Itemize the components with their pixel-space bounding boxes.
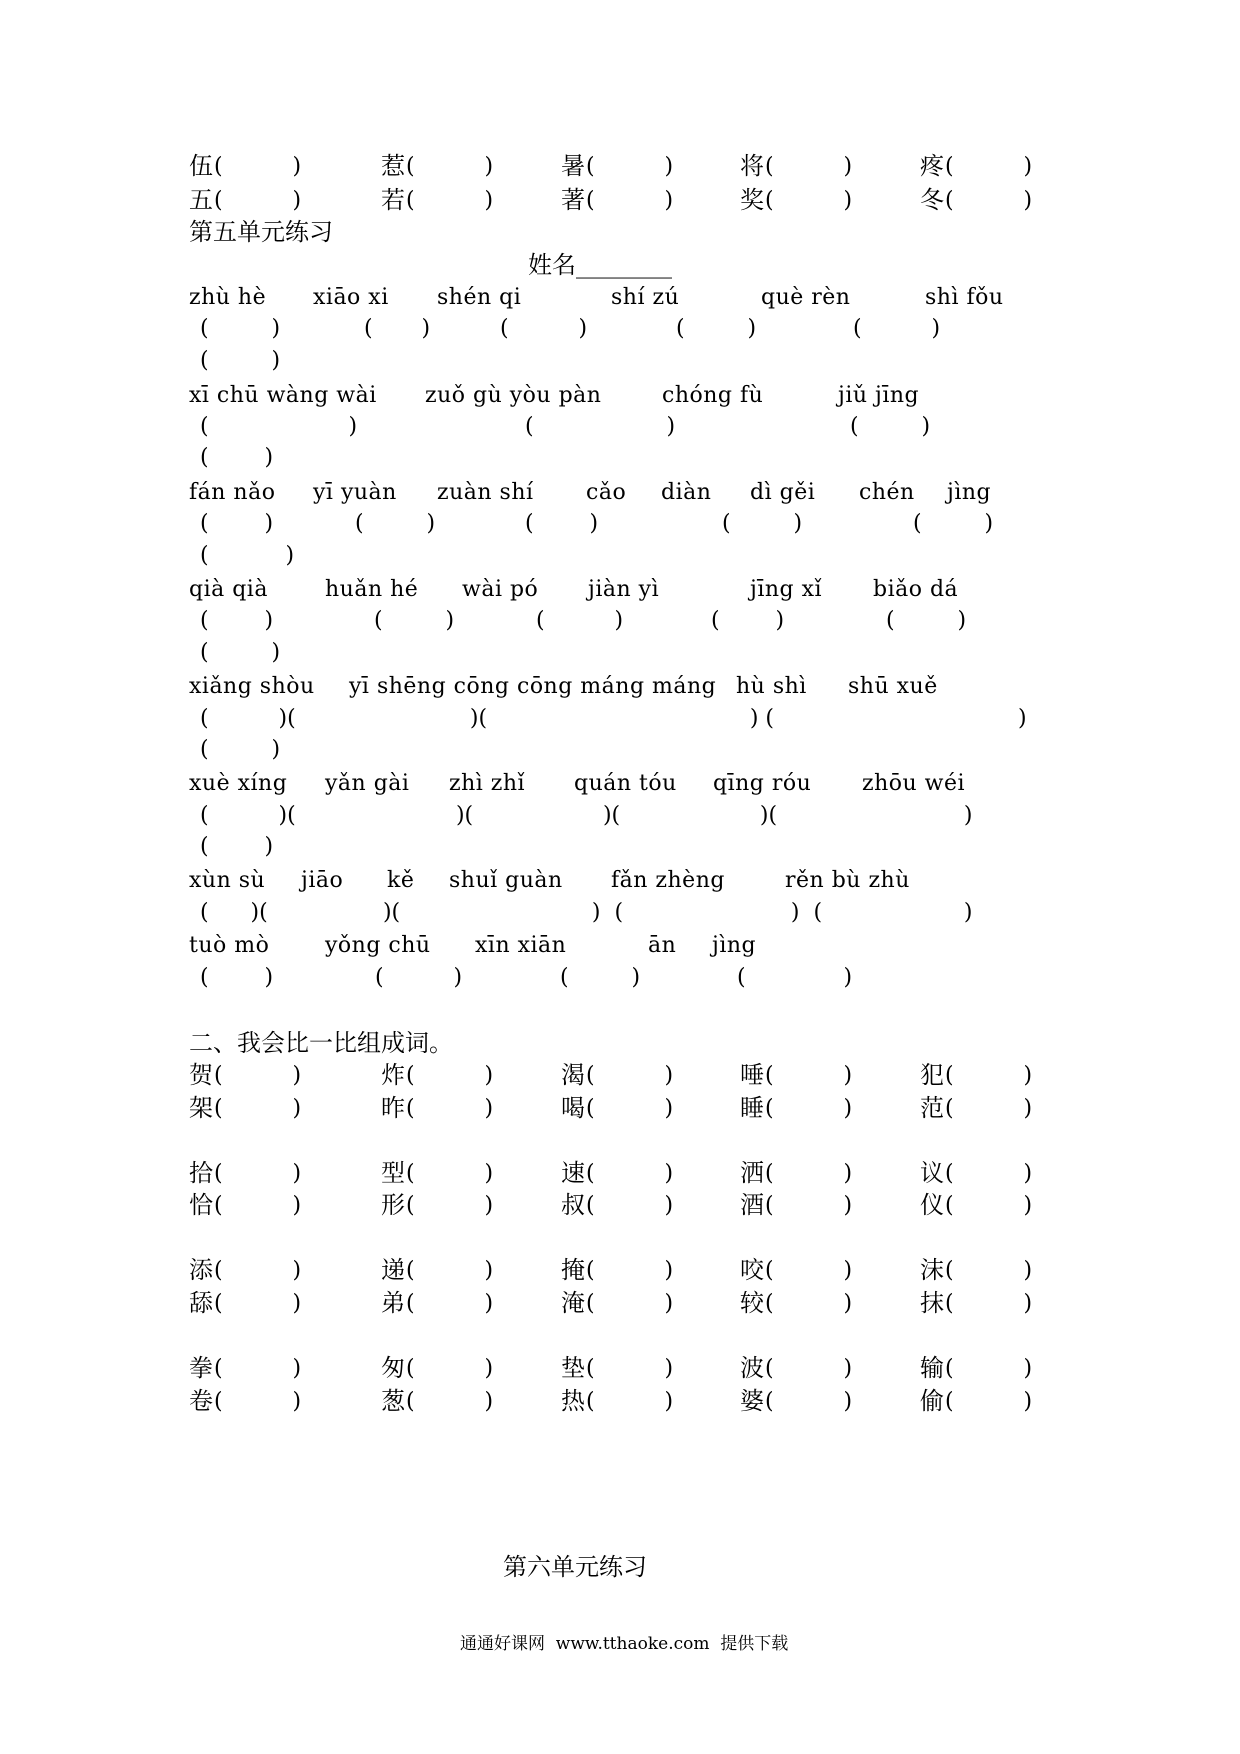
answer-blank[interactable]: ) (880, 803, 973, 828)
answer-blank[interactable]: ( ) (214, 188, 302, 213)
answer-blank[interactable]: ) ( (700, 900, 823, 925)
answer-blank[interactable]: )( (690, 803, 778, 828)
answer-blank[interactable]: ( ) (586, 1356, 674, 1381)
answer-blank[interactable]: ( )( (200, 706, 296, 731)
pinyin-word: zuàn shí (437, 480, 534, 505)
char: 弟 (381, 1289, 405, 1317)
char: 卷 (189, 1387, 213, 1415)
answer-blank[interactable]: ( ) (586, 1161, 674, 1186)
answer-blank[interactable]: ( ) (406, 1096, 494, 1121)
answer-blank[interactable]: ( ) (200, 608, 274, 633)
char: 拳 (189, 1354, 213, 1382)
answer-blank[interactable]: ( ) (945, 1258, 1033, 1283)
pinyin-word: qīng róu (713, 771, 812, 796)
pinyin-word: quán tóu (574, 771, 677, 796)
char: 喝 (561, 1094, 585, 1122)
pinyin-word: xīn xiān (475, 933, 567, 958)
char: 添 (189, 1256, 213, 1284)
section2-title: 二、我会比一比组成词。 (189, 1029, 453, 1057)
answer-blank[interactable]: ( ) (945, 1291, 1033, 1316)
answer-blank[interactable]: ( ) (214, 1063, 302, 1088)
pinyin-word: ān (648, 933, 677, 958)
pinyin-word: yǎn gài (325, 771, 410, 796)
unit5-title: 第五单元练习 (189, 218, 333, 246)
answer-blank[interactable]: ( ) (765, 1291, 853, 1316)
char: 疼 (920, 152, 944, 180)
char: 洒 (740, 1159, 764, 1187)
char: 将 (740, 152, 764, 180)
char: 著 (561, 186, 585, 214)
pinyin-word: jìng (947, 480, 992, 505)
answer-blank[interactable]: ( ) (722, 511, 803, 536)
answer-blank[interactable]: ( ) (737, 965, 853, 990)
pinyin-word: fán nǎo (189, 480, 276, 505)
char: 渴 (561, 1061, 585, 1089)
pinyin-word: hù shì (736, 674, 807, 699)
pinyin-word: xiǎng shòu (189, 674, 315, 699)
char: 淹 (561, 1289, 585, 1317)
answer-blank[interactable]: ( ) (945, 154, 1033, 179)
answer-blank[interactable]: ( ) (214, 1193, 302, 1218)
char: 递 (381, 1256, 405, 1284)
pinyin-word: shuǐ guàn (449, 868, 563, 893)
answer-blank[interactable]: ( ) (406, 1389, 494, 1414)
answer-blank[interactable]: ( ) (586, 1291, 674, 1316)
char: 掩 (561, 1256, 585, 1284)
answer-blank[interactable]: ( ) (886, 608, 967, 633)
answer-blank[interactable]: ( ) (945, 1193, 1033, 1218)
answer-blank[interactable]: ( ) (586, 1389, 674, 1414)
char: 伍 (189, 152, 213, 180)
answer-blank[interactable]: ( ) (586, 1193, 674, 1218)
pinyin-word: qià qià (189, 577, 268, 602)
char: 偷 (920, 1387, 944, 1415)
answer-blank[interactable]: ( ) (945, 1356, 1033, 1381)
answer-blank[interactable]: ( ) (200, 316, 281, 341)
char: 形 (381, 1191, 405, 1219)
answer-blank[interactable]: ( ) (586, 1258, 674, 1283)
pinyin-word: shì fǒu (925, 285, 1004, 310)
pinyin-word: shí zú (611, 285, 680, 310)
char: 犯 (920, 1061, 944, 1089)
pinyin-word: kě (387, 868, 415, 893)
char: 惹 (381, 152, 405, 180)
char: 昨 (381, 1094, 405, 1122)
answer-blank[interactable]: ( ) (406, 1356, 494, 1381)
answer-blank[interactable]: ( ) (765, 154, 853, 179)
char: 速 (561, 1159, 585, 1187)
footer-credit: 通通好课网 www.tthaoke.com 提供下载 (460, 1634, 789, 1654)
answer-blank[interactable]: ( ) (200, 737, 281, 762)
answer-blank[interactable]: ( ) (536, 608, 624, 633)
char: 婆 (740, 1387, 764, 1415)
pinyin-word: cǎo (586, 480, 627, 505)
answer-blank[interactable]: ( ) (765, 1389, 853, 1414)
answer-blank[interactable]: ( ) (214, 1356, 302, 1381)
pinyin-word: fǎn zhèng (611, 868, 725, 893)
answer-blank[interactable]: ( ) (765, 1356, 853, 1381)
char: 范 (920, 1094, 944, 1122)
answer-blank[interactable]: ) ( (480, 900, 624, 925)
answer-blank[interactable]: ( )( (200, 803, 296, 828)
char: 议 (920, 1159, 944, 1187)
char: 架 (189, 1094, 213, 1122)
answer-blank[interactable]: )( (320, 900, 401, 925)
answer-blank[interactable]: )( (400, 706, 488, 731)
pinyin-word: zhōu wéi (862, 771, 966, 796)
answer-blank[interactable]: ( ) (945, 1389, 1033, 1414)
answer-blank[interactable]: ) (990, 706, 1027, 731)
pinyin-word: jīng xǐ (750, 577, 823, 602)
answer-blank[interactable]: ( ) (406, 154, 494, 179)
char: 输 (920, 1354, 944, 1382)
answer-blank[interactable]: ( ) (214, 1096, 302, 1121)
unit6-title: 第六单元练习 (503, 1553, 647, 1581)
answer-blank[interactable]: ( ) (945, 1063, 1033, 1088)
pinyin-word: xī chū wàng wài (189, 383, 377, 408)
char: 仪 (920, 1191, 944, 1219)
pinyin-word: què rèn (761, 285, 851, 310)
answer-blank[interactable]: ( ) (200, 640, 281, 665)
answer-blank[interactable]: ( ) (406, 1161, 494, 1186)
answer-blank[interactable]: ( ) (945, 188, 1033, 213)
answer-blank[interactable]: ( ) (525, 511, 599, 536)
pinyin-word: yī shēng cōng cōng máng máng (349, 674, 717, 699)
answer-blank[interactable]: ( ) (586, 1096, 674, 1121)
answer-blank[interactable]: ( ) (525, 414, 676, 439)
answer-blank[interactable]: ( ) (374, 608, 455, 633)
answer-blank[interactable]: ( ) (214, 1258, 302, 1283)
answer-blank[interactable]: ( ) (200, 511, 274, 536)
answer-blank[interactable]: ( ) (214, 1389, 302, 1414)
pinyin-word: zuǒ gù yòu pàn (425, 383, 602, 408)
answer-blank[interactable]: ( ) (853, 316, 941, 341)
char: 舔 (189, 1289, 213, 1317)
char: 恰 (189, 1191, 213, 1219)
char: 贺 (189, 1061, 213, 1089)
char: 抹 (920, 1289, 944, 1317)
char: 咬 (740, 1256, 764, 1284)
answer-blank[interactable]: ( ) (586, 1063, 674, 1088)
answer-blank[interactable]: ( ) (364, 316, 431, 341)
char: 若 (381, 186, 405, 214)
char: 垫 (561, 1354, 585, 1382)
pinyin-word: shén qi (437, 285, 522, 310)
answer-blank[interactable]: ( ) (406, 1291, 494, 1316)
char: 型 (381, 1159, 405, 1187)
char: 睡 (740, 1094, 764, 1122)
pinyin-word: huǎn hé (325, 577, 419, 602)
answer-blank[interactable]: ) ( (575, 706, 774, 731)
pinyin-word: rěn bù zhù (785, 868, 910, 893)
answer-blank[interactable]: ( ) (945, 1096, 1033, 1121)
pinyin-word: diàn (661, 480, 712, 505)
answer-blank[interactable]: ( ) (200, 543, 295, 568)
answer-blank[interactable]: ( ) (711, 608, 785, 633)
answer-blank[interactable]: ( ) (586, 188, 674, 213)
char: 叔 (561, 1191, 585, 1219)
answer-blank[interactable]: )( (400, 803, 474, 828)
answer-blank[interactable]: ( ) (200, 348, 281, 373)
pinyin-word: chóng fù (662, 383, 764, 408)
answer-blank[interactable]: ( ) (214, 1161, 302, 1186)
answer-blank[interactable]: ( ) (214, 1291, 302, 1316)
answer-blank[interactable]: ( ) (765, 1258, 853, 1283)
pinyin-word: yī yuàn (313, 480, 397, 505)
answer-blank[interactable]: ( ) (406, 1258, 494, 1283)
answer-blank[interactable]: ( ) (765, 188, 853, 213)
char: 酒 (740, 1191, 764, 1219)
char: 较 (740, 1289, 764, 1317)
pinyin-word: jiàn yì (588, 577, 660, 602)
pinyin-word: dì gěi (750, 480, 816, 505)
answer-blank[interactable]: ( ) (375, 965, 463, 990)
answer-blank[interactable]: ( ) (355, 511, 436, 536)
char: 冬 (920, 186, 944, 214)
answer-blank[interactable]: ( )( (200, 900, 268, 925)
char: 热 (561, 1387, 585, 1415)
char: 炸 (381, 1061, 405, 1089)
pinyin-word: shū xuě (848, 674, 938, 699)
char: 暑 (561, 152, 585, 180)
answer-blank[interactable]: ( ) (765, 1161, 853, 1186)
answer-blank[interactable]: ( ) (913, 511, 994, 536)
answer-blank[interactable]: ) (880, 900, 973, 925)
pinyin-word: xuè xíng (189, 771, 288, 796)
pinyin-word: xiāo xi (313, 285, 389, 310)
pinyin-word: jiāo (301, 868, 344, 893)
answer-blank[interactable]: ( ) (850, 414, 931, 439)
pinyin-word: tuò mò (189, 933, 270, 958)
char: 沫 (920, 1256, 944, 1284)
answer-blank[interactable]: )( (540, 803, 621, 828)
pinyin-word: zhì zhǐ (449, 771, 526, 796)
pinyin-word: zhù hè (189, 285, 267, 310)
answer-blank[interactable]: ( ) (406, 1063, 494, 1088)
pinyin-word: biǎo dá (873, 577, 959, 602)
pinyin-word: xùn sù (189, 868, 266, 893)
answer-blank[interactable]: ( ) (200, 414, 358, 439)
answer-blank[interactable]: ( ) (214, 154, 302, 179)
char: 匆 (381, 1354, 405, 1382)
answer-blank[interactable]: ( ) (200, 965, 274, 990)
char: 唾 (740, 1061, 764, 1089)
pinyin-word: wài pó (462, 577, 539, 602)
answer-blank[interactable]: ( ) (765, 1063, 853, 1088)
answer-blank[interactable]: ( ) (945, 1161, 1033, 1186)
answer-blank[interactable]: ( ) (560, 965, 641, 990)
answer-blank[interactable]: ( ) (406, 188, 494, 213)
pinyin-word: yǒng chū (325, 933, 431, 958)
answer-blank[interactable]: ( ) (765, 1193, 853, 1218)
answer-blank[interactable]: ( ) (200, 834, 274, 859)
char: 五 (189, 186, 213, 214)
answer-blank[interactable]: ( ) (765, 1096, 853, 1121)
pinyin-word: jìng (712, 933, 757, 958)
pinyin-word: jiǔ jīng (838, 383, 920, 408)
answer-blank[interactable]: ( ) (200, 445, 274, 470)
answer-blank[interactable]: ( ) (586, 154, 674, 179)
name-field[interactable]: 姓名________ (528, 251, 672, 279)
char: 葱 (381, 1387, 405, 1415)
char: 拾 (189, 1159, 213, 1187)
char: 奖 (740, 186, 764, 214)
answer-blank[interactable]: ( ) (500, 316, 588, 341)
answer-blank[interactable]: ( ) (406, 1193, 494, 1218)
char: 波 (740, 1354, 764, 1382)
pinyin-word: chén (859, 480, 915, 505)
answer-blank[interactable]: ( ) (676, 316, 757, 341)
